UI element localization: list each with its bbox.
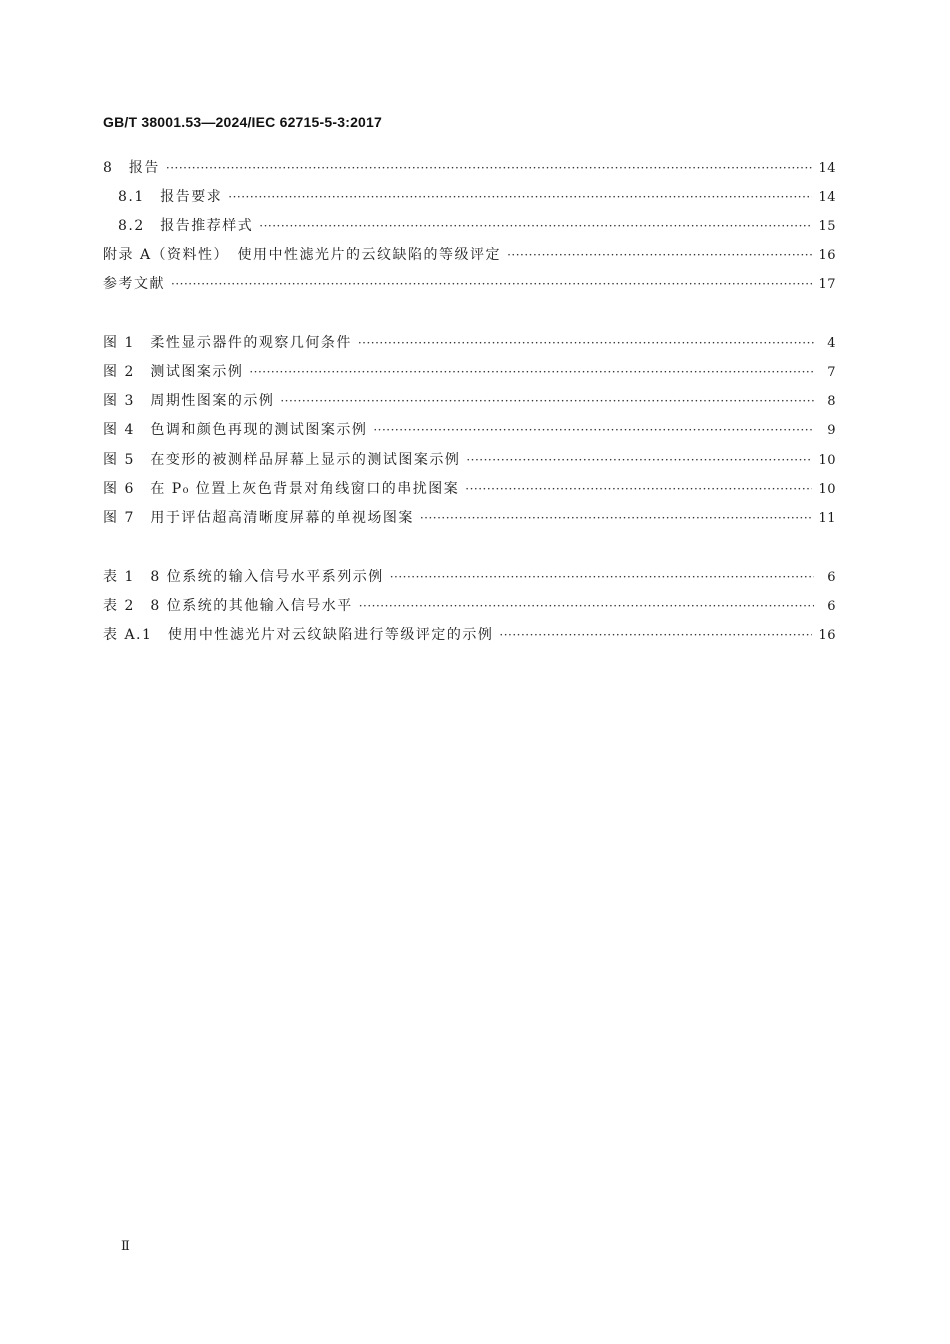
dot-leader	[166, 159, 813, 177]
toc-entry-page: 7	[827, 365, 836, 380]
toc-entry-label: 附录 A（资料性） 使用中性滤光片的云纹缺陷的等级评定	[103, 247, 502, 263]
toc-entry-page: 16	[818, 628, 836, 643]
toc-entry-label: 图 7 用于评估超高清晰度屏幕的单视场图案	[103, 510, 414, 526]
toc-entry-label: 图 3 周期性图案的示例	[103, 393, 275, 409]
toc-entry-label: 图 6 在 P₀ 位置上灰色背景对角线窗口的串扰图案	[103, 481, 460, 497]
toc-entry-chapter-8[interactable]	[103, 159, 836, 178]
dot-leader	[358, 334, 814, 352]
toc-entry-label: 图 1 柔性显示器件的观察几何条件	[103, 335, 352, 351]
dot-leader	[249, 363, 814, 381]
toc-entry-label: 参考文献	[103, 276, 165, 292]
dot-leader	[373, 421, 814, 439]
page-number: Ⅱ	[121, 1239, 130, 1254]
toc-entry-page: 14	[818, 161, 836, 176]
toc-entry-page: 10	[818, 453, 836, 468]
toc-entry-section-8-1[interactable]	[118, 188, 836, 207]
toc-entry-table-2[interactable]	[103, 597, 836, 616]
toc-entry-page: 4	[827, 336, 836, 351]
toc-entry-page: 16	[818, 248, 836, 263]
dot-leader	[259, 217, 812, 235]
toc-entry-label: 8.2 报告推荐样式	[118, 218, 254, 234]
dot-leader	[420, 509, 813, 527]
toc-entry-label: 表 2 8 位系统的其他输入信号水平	[103, 598, 353, 614]
toc-entry-table-a1[interactable]	[103, 626, 836, 645]
toc-entry-label: 8 报告	[103, 160, 160, 176]
dot-leader	[228, 188, 812, 206]
toc-entry-figure-6[interactable]	[103, 480, 836, 499]
dot-leader	[280, 392, 814, 410]
toc-entry-label: 图 2 测试图案示例	[103, 364, 244, 380]
toc-entry-label: 图 5 在变形的被测样品屏幕上显示的测试图案示例	[103, 452, 461, 468]
dot-leader	[390, 568, 814, 586]
standard-header: GB/T 38001.53—2024/IEC 62715-5-3:2017	[103, 114, 383, 130]
toc-entry-label: 表 1 8 位系统的输入信号水平系列示例	[103, 569, 384, 585]
dot-leader	[466, 451, 812, 469]
toc-entry-page: 8	[827, 394, 836, 409]
dot-leader	[507, 246, 812, 264]
toc-entry-figure-2[interactable]	[103, 363, 836, 382]
dot-leader	[499, 626, 812, 644]
toc-entry-page: 15	[818, 219, 836, 234]
toc-entry-page: 14	[818, 190, 836, 205]
dot-leader	[359, 597, 814, 615]
toc-entry-table-1[interactable]	[103, 568, 836, 587]
toc-entry-references[interactable]	[103, 275, 836, 294]
toc-entry-label: 表 A.1 使用中性滤光片对云纹缺陷进行等级评定的示例	[103, 627, 494, 643]
toc-entry-page: 9	[827, 423, 836, 438]
toc-entry-figure-3[interactable]	[103, 392, 836, 411]
dot-leader	[465, 480, 812, 498]
toc-entry-page: 6	[827, 570, 836, 585]
toc-entry-figure-4[interactable]	[103, 421, 836, 440]
toc-entry-label: 图 4 色调和颜色再现的测试图案示例	[103, 422, 368, 438]
toc-entry-figure-5[interactable]	[103, 451, 836, 470]
toc-entry-figure-7[interactable]	[103, 509, 836, 528]
dot-leader	[171, 275, 812, 293]
toc-entry-page: 11	[818, 511, 836, 526]
toc-entry-appendix-a[interactable]	[103, 246, 836, 265]
toc-entry-page: 17	[818, 277, 836, 292]
toc-entry-page: 6	[827, 599, 836, 614]
toc-entry-figure-1[interactable]	[103, 334, 836, 353]
toc-entry-page: 10	[818, 482, 836, 497]
toc-entry-section-8-2[interactable]	[118, 217, 836, 236]
toc-entry-label: 8.1 报告要求	[118, 189, 223, 205]
